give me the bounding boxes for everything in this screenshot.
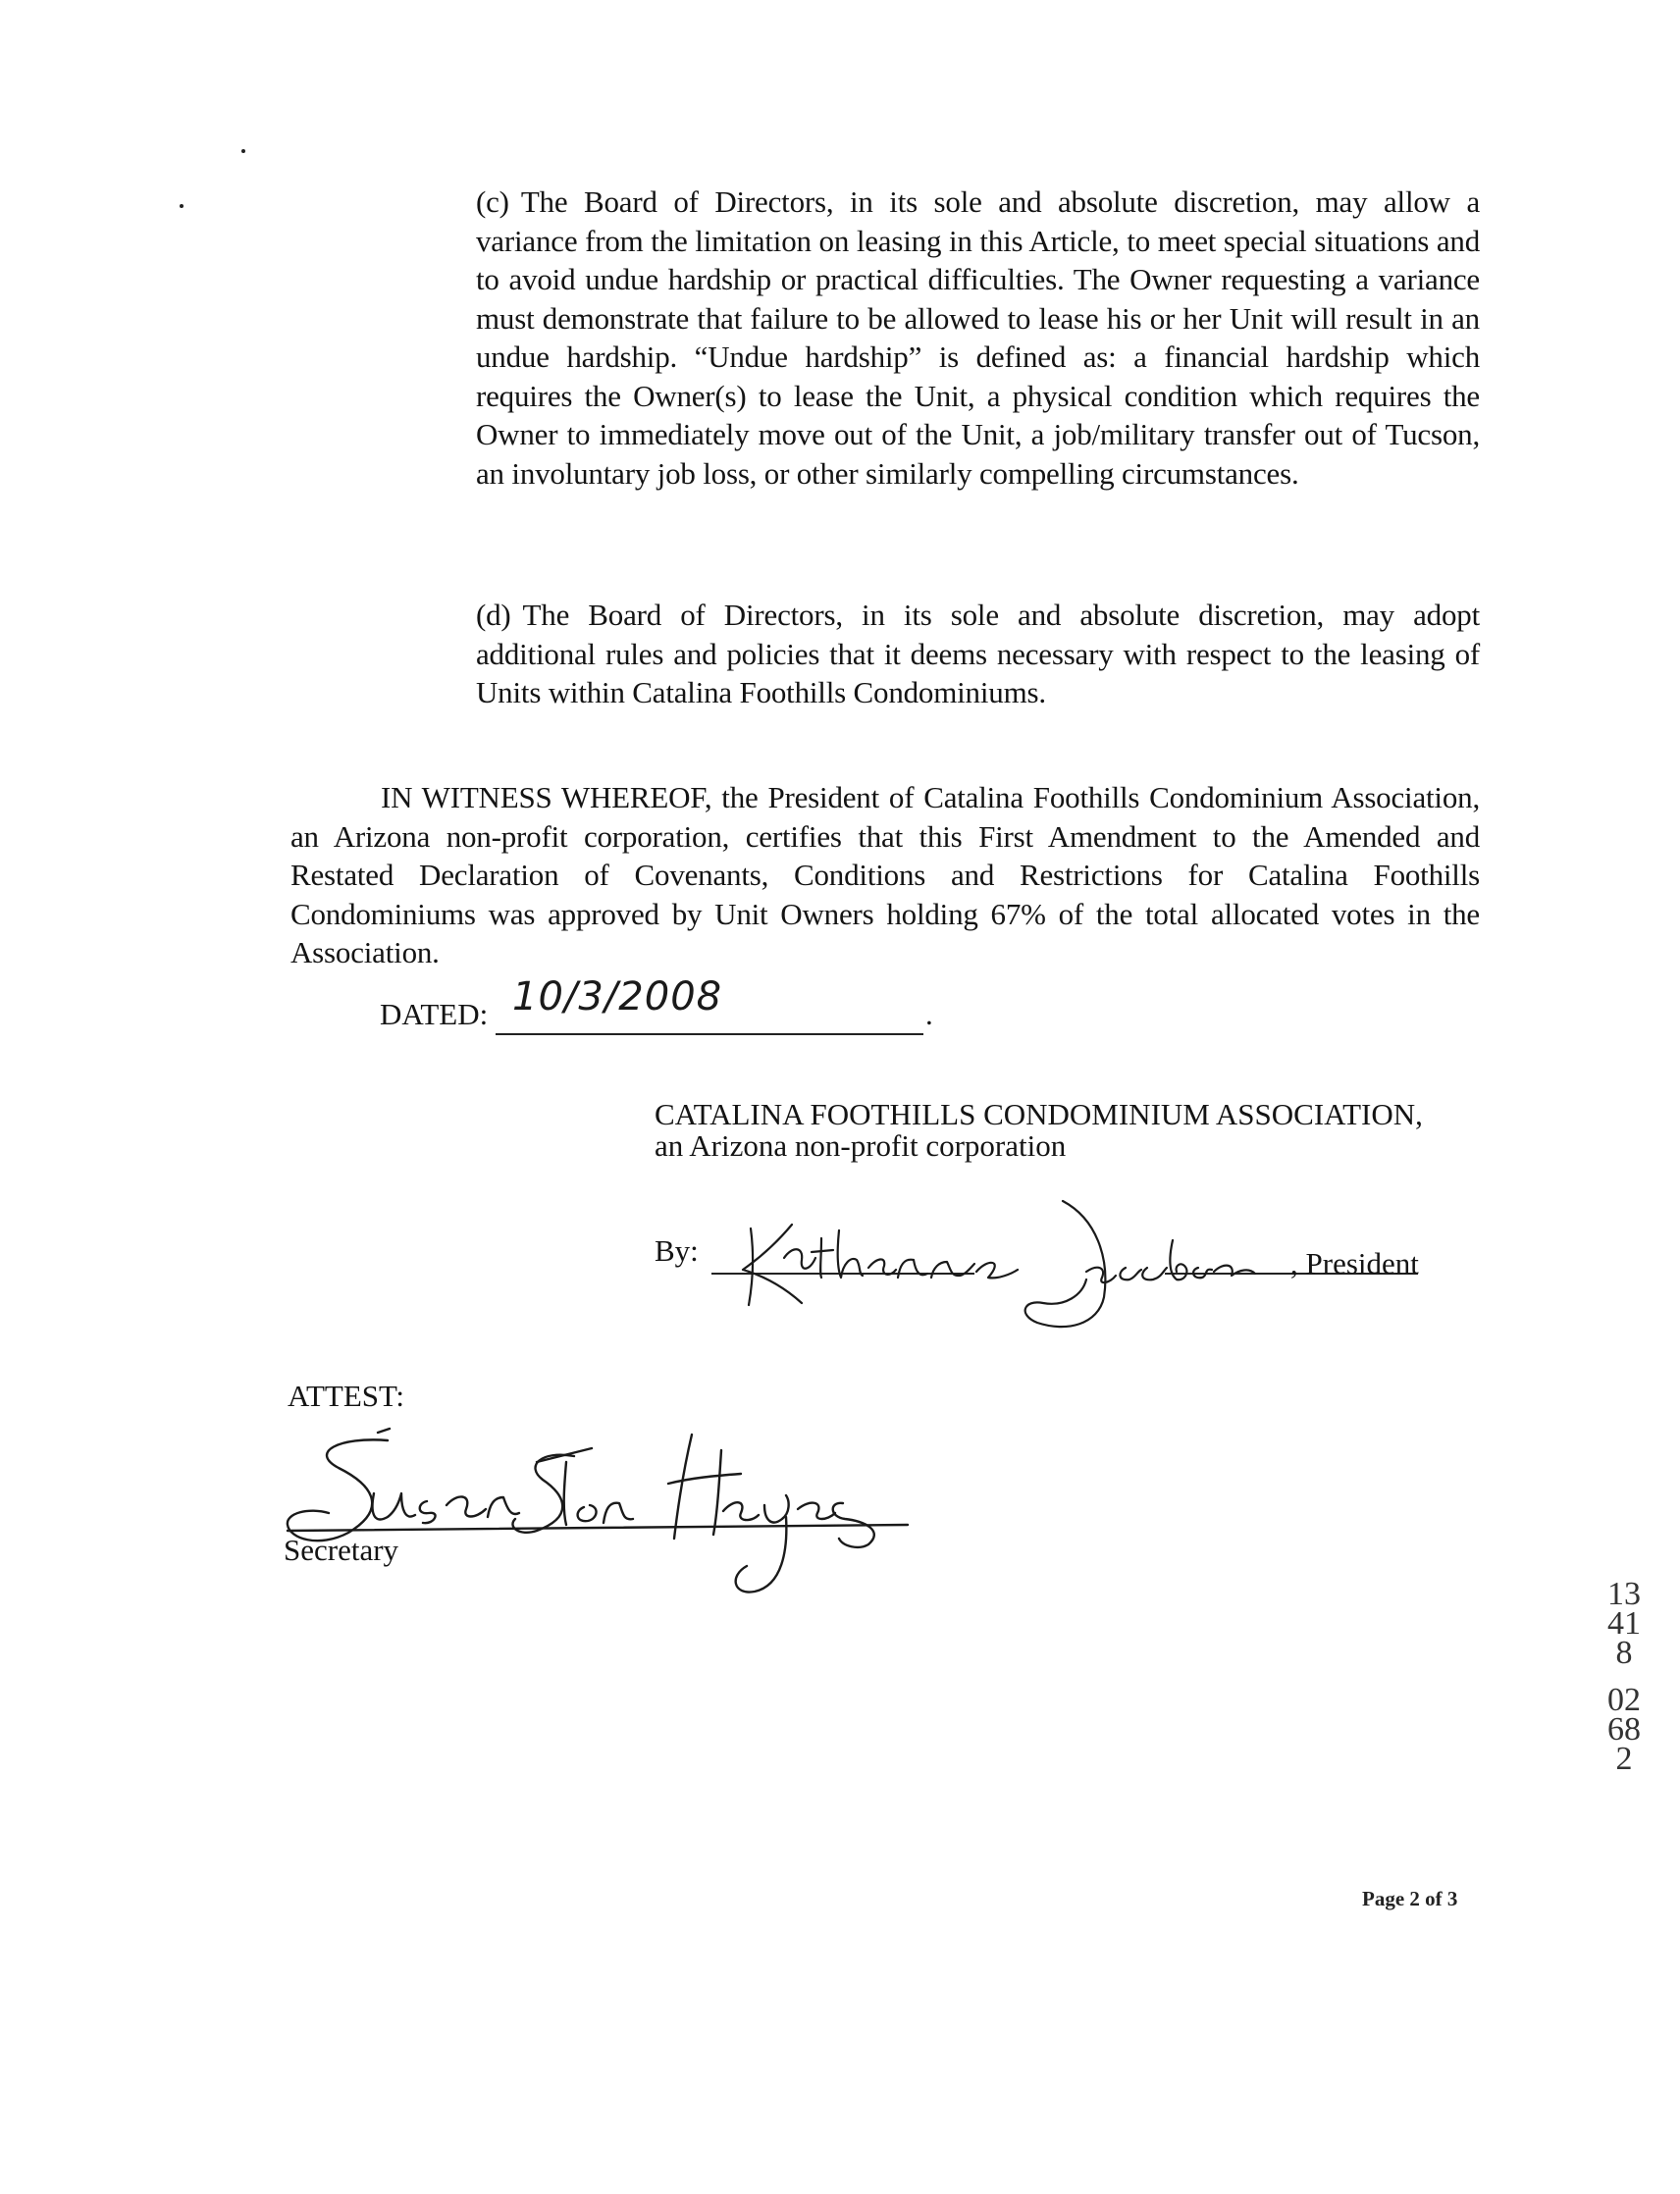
dated-row bbox=[380, 974, 1067, 1048]
by-label: By: bbox=[655, 1233, 699, 1268]
president-signature bbox=[694, 1189, 1341, 1336]
dated-underline bbox=[496, 1033, 923, 1035]
paragraph-d-text: The Board of Directors, in its sole and absolute discretion, may adopt additional rules and policies that it deems necessary with respect to the leasing of Units within Catalina Foothills Condominiums. bbox=[476, 598, 1480, 709]
document-stamp-number bbox=[1604, 1576, 1644, 1777]
scan-speck bbox=[241, 149, 245, 153]
paragraph-d-label: (d) bbox=[476, 598, 511, 632]
secretary-signature-block bbox=[280, 1423, 927, 1619]
page-number: Page 2 of 3 bbox=[1362, 1887, 1458, 1910]
stamp-number-top: 13418 bbox=[1607, 1576, 1641, 1671]
paragraph-c bbox=[476, 183, 1480, 493]
dated-period: . bbox=[925, 997, 933, 1031]
stamp-number-bottom: 02682 bbox=[1607, 1682, 1641, 1777]
dated-label: DATED: bbox=[380, 997, 489, 1031]
secretary-label: Secretary bbox=[284, 1533, 399, 1567]
signer-title: , President bbox=[1290, 1246, 1419, 1280]
witness-paragraph: IN WITNESS WHEREOF, the President of Catalina Foothills Condominium Association, an Arizona non-profit corporation, certifies that this First Amendment to the Amended and Restated Declaration of Covenants, Conditions and Restrictions for Catalina Foothills Condominiums was approved by Unit Owners holding 67% of the total allocated votes in the Association. bbox=[290, 780, 1480, 969]
paragraph-c-text: The Board of Directors, in its sole and absolute discretion, may allow a variance from the limitation on leasing in this Article, to meet special situations and to avoid undue hardship or practical difficulties. The Owner requesting a variance must demonstrate that failure to be allowed to lease his or her Unit will result in an undue hardship. “Undue hardship” is defined as: a financial hardship which requires the Owner(s) to lease the Unit, a physical condition which requires the Owner to immediately move out of the Unit, a job/military transfer out of Tucson, an involuntary job loss, or other similarly compelling circumstances. bbox=[476, 184, 1480, 491]
scan-speck bbox=[180, 204, 184, 208]
dated-handwritten-value: 10/3/2008 bbox=[512, 974, 723, 1019]
paragraph-d bbox=[476, 596, 1480, 712]
paragraph-c-label: (c) bbox=[476, 184, 509, 219]
association-description: an Arizona non-profit corporation bbox=[655, 1128, 1067, 1163]
secretary-signature bbox=[280, 1423, 927, 1619]
president-signature-row bbox=[655, 1189, 1459, 1336]
attest-label: ATTEST: bbox=[288, 1379, 405, 1413]
association-name: CATALINA FOOTHILLS CONDOMINIUM ASSOCIATION, bbox=[655, 1097, 1423, 1131]
